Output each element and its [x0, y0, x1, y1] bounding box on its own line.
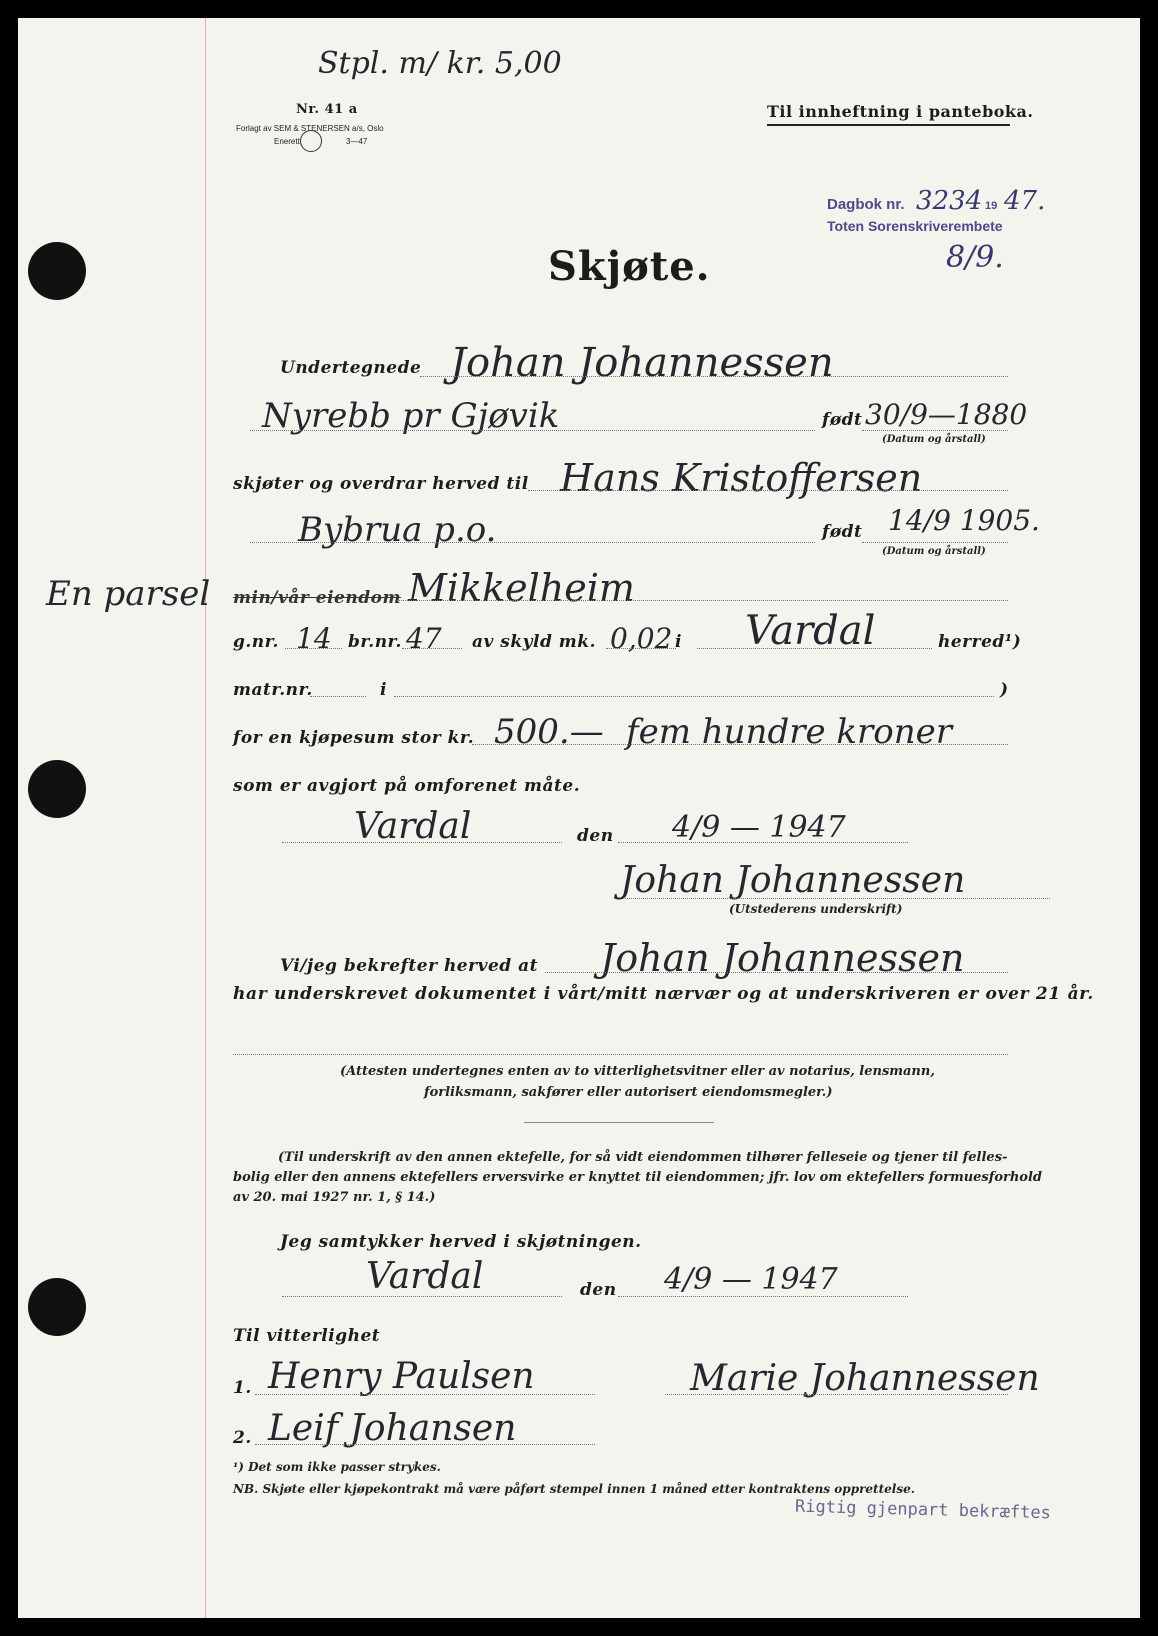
- skyld-label: av skyld mk.: [472, 632, 596, 652]
- attested-name: Johan Johannessen: [600, 936, 965, 980]
- punch-hole-middle: [28, 760, 86, 818]
- buyer-name: Hans Kristoffersen: [560, 456, 923, 500]
- buyer-address-line: [250, 542, 815, 543]
- price-label: for en kjøpesum stor kr.: [233, 728, 475, 748]
- seller-label: Undertegnede: [280, 358, 422, 378]
- spouse-note-2: bolig eller den annens ektefellers erversvirke er knyttet til eiendommen; jfr. lov om ektefellers formuesforhold: [233, 1170, 1043, 1185]
- skyld-line: [606, 648, 676, 649]
- seller-address: Nyrebb pr Gjøvik: [262, 396, 560, 436]
- buyer-born-label: født: [822, 522, 863, 542]
- stamp-year: 47.: [1004, 186, 1046, 216]
- matr-line: [310, 696, 366, 697]
- attestation-signature-line: [233, 1054, 1008, 1055]
- witness-1-signature: Henry Paulsen: [268, 1356, 535, 1397]
- witness-1-number: 1.: [233, 1378, 252, 1398]
- district-i-label: i: [675, 632, 682, 652]
- attestation-text: har underskrevet dokumentet i vårt/mitt nærvær og at underskriveren er over 21 år.: [233, 984, 1095, 1004]
- skyld-value: 0,02: [610, 622, 673, 655]
- publisher-line: Forlagt av SEM & STENERSEN a/s, Oslo: [236, 124, 384, 133]
- matr-label: matr.nr.: [233, 680, 313, 700]
- buyer-label: skjøter og overdrar herved til: [233, 474, 529, 494]
- witness-2-line: [255, 1444, 595, 1445]
- spouse-place: Vardal: [366, 1256, 484, 1297]
- seller-name-line: [420, 376, 1008, 377]
- seller-born-line: [862, 430, 1008, 431]
- attestation-note-1: (Attesten undertegnes enten av to vitterlighetsvitner eller av notarius, lensmann,: [340, 1064, 935, 1079]
- footnote-nb: NB. Skjøte eller kjøpekontrakt må være påført stempel innen 1 måned etter kontraktens opprettelse.: [233, 1482, 915, 1496]
- attested-name-line: [545, 972, 1008, 973]
- spouse-note-3: av 20. mai 1927 nr. 1, § 14.): [233, 1190, 436, 1205]
- witness-1-line: [255, 1394, 595, 1395]
- issuer-signature-line: [625, 898, 1050, 899]
- bnr-value: 47: [406, 622, 442, 655]
- publisher-date: 3—47: [346, 137, 368, 146]
- signing-place-line: [282, 842, 562, 843]
- stamp-office: Toten Sorenskriverembete: [827, 218, 1003, 234]
- witness-2-signature: Leif Johansen: [268, 1408, 517, 1449]
- matr-i-label: i: [380, 680, 387, 700]
- issuer-signature: Johan Johannessen: [620, 860, 966, 901]
- district-line: [697, 648, 932, 649]
- signing-date-line: [618, 842, 908, 843]
- spouse-note-1: (Til underskrift av den annen ektefelle, for så vidt eiendommen tilhører felleseie og tjener til felles-: [278, 1150, 1008, 1165]
- signing-den-label: den: [577, 826, 614, 846]
- matr-district-line: [394, 696, 994, 697]
- gnr-line: [285, 648, 342, 649]
- stamp-year-prefix: 19: [985, 200, 998, 212]
- price-words: fem hundre kroner: [626, 712, 952, 752]
- gnr-label: g.nr.: [233, 632, 279, 652]
- attestation-label: Vi/jeg bekrefter herved at: [280, 956, 538, 976]
- buyer-born-date: 14/9 1905.: [888, 504, 1040, 537]
- issuer-signature-caption: (Utstederens underskrift): [729, 902, 903, 916]
- seller-born-hint: (Datum og årstall): [882, 434, 986, 445]
- property-margin-insert: En parsel: [46, 574, 211, 614]
- filing-note-underline: [767, 124, 1010, 126]
- matr-close: ): [1000, 680, 1009, 700]
- price-amount: 500.—: [494, 712, 604, 752]
- seller-address-line: [250, 430, 815, 431]
- gnr-value: 14: [296, 622, 332, 655]
- fee-note: Stpl. m/ kr. 5,00: [318, 46, 562, 81]
- buyer-born-line: [862, 542, 1008, 543]
- district-name: Vardal: [745, 608, 876, 654]
- buyer-name-line: [528, 490, 1008, 491]
- signing-date: 4/9 — 1947: [672, 810, 846, 845]
- seller-born-label: født: [822, 410, 863, 430]
- bnr-line: [402, 648, 462, 649]
- spouse-signature-line: [665, 1394, 1008, 1395]
- witness-label: Til vitterlighet: [233, 1326, 381, 1346]
- settled-text: som er avgjort på omforenet måte.: [233, 776, 581, 796]
- spouse-date-line: [618, 1296, 908, 1297]
- buyer-born-hint: (Datum og årstall): [882, 546, 986, 557]
- district-suffix: herred¹): [938, 632, 1022, 652]
- publisher-enerett: Enerett: [274, 137, 300, 146]
- spouse-den-label: den: [580, 1280, 617, 1300]
- property-name-line: [395, 600, 1008, 601]
- section-divider: [524, 1122, 714, 1123]
- property-name: Mikkelheim: [408, 566, 635, 610]
- publisher-logo-icon: [300, 130, 322, 152]
- document-title: Skjøte.: [548, 243, 711, 290]
- price-line: [472, 744, 1008, 745]
- witness-2-number: 2.: [233, 1428, 252, 1448]
- margin-rule: [205, 18, 206, 1618]
- property-printed-label: min/vår eiendom: [233, 588, 401, 608]
- stamp-number: 3234: [916, 186, 983, 216]
- spouse-date: 4/9 — 1947: [664, 1262, 838, 1297]
- filing-note: Til innheftning i panteboka.: [767, 102, 1034, 121]
- certification-stamp: Rigtig gjenpart bekræftes: [794, 1496, 1052, 1524]
- seller-born-date: 30/9—1880: [865, 398, 1028, 431]
- punch-hole-bottom: [28, 1278, 86, 1336]
- attestation-note-2: forliksmann, sakfører eller autorisert eiendomsmegler.): [424, 1085, 833, 1100]
- punch-hole-top: [28, 242, 86, 300]
- buyer-address: Bybruа p.o.: [298, 510, 497, 550]
- stamp-date: 8/9.: [946, 240, 1004, 275]
- signing-place: Vardal: [354, 806, 472, 847]
- spouse-place-line: [282, 1296, 562, 1297]
- spouse-signature: Marie Johannessen: [690, 1358, 1040, 1399]
- stamp-dagbok-label: Dagbok nr.: [827, 196, 905, 213]
- bnr-label: br.nr.: [348, 632, 402, 652]
- spouse-consent: Jeg samtykker herved i skjøtningen.: [280, 1232, 642, 1252]
- seller-name: Johan Johannessen: [450, 340, 834, 386]
- form-number: Nr. 41 a: [296, 102, 358, 117]
- footnote-1: ¹) Det som ikke passer strykes.: [233, 1460, 441, 1474]
